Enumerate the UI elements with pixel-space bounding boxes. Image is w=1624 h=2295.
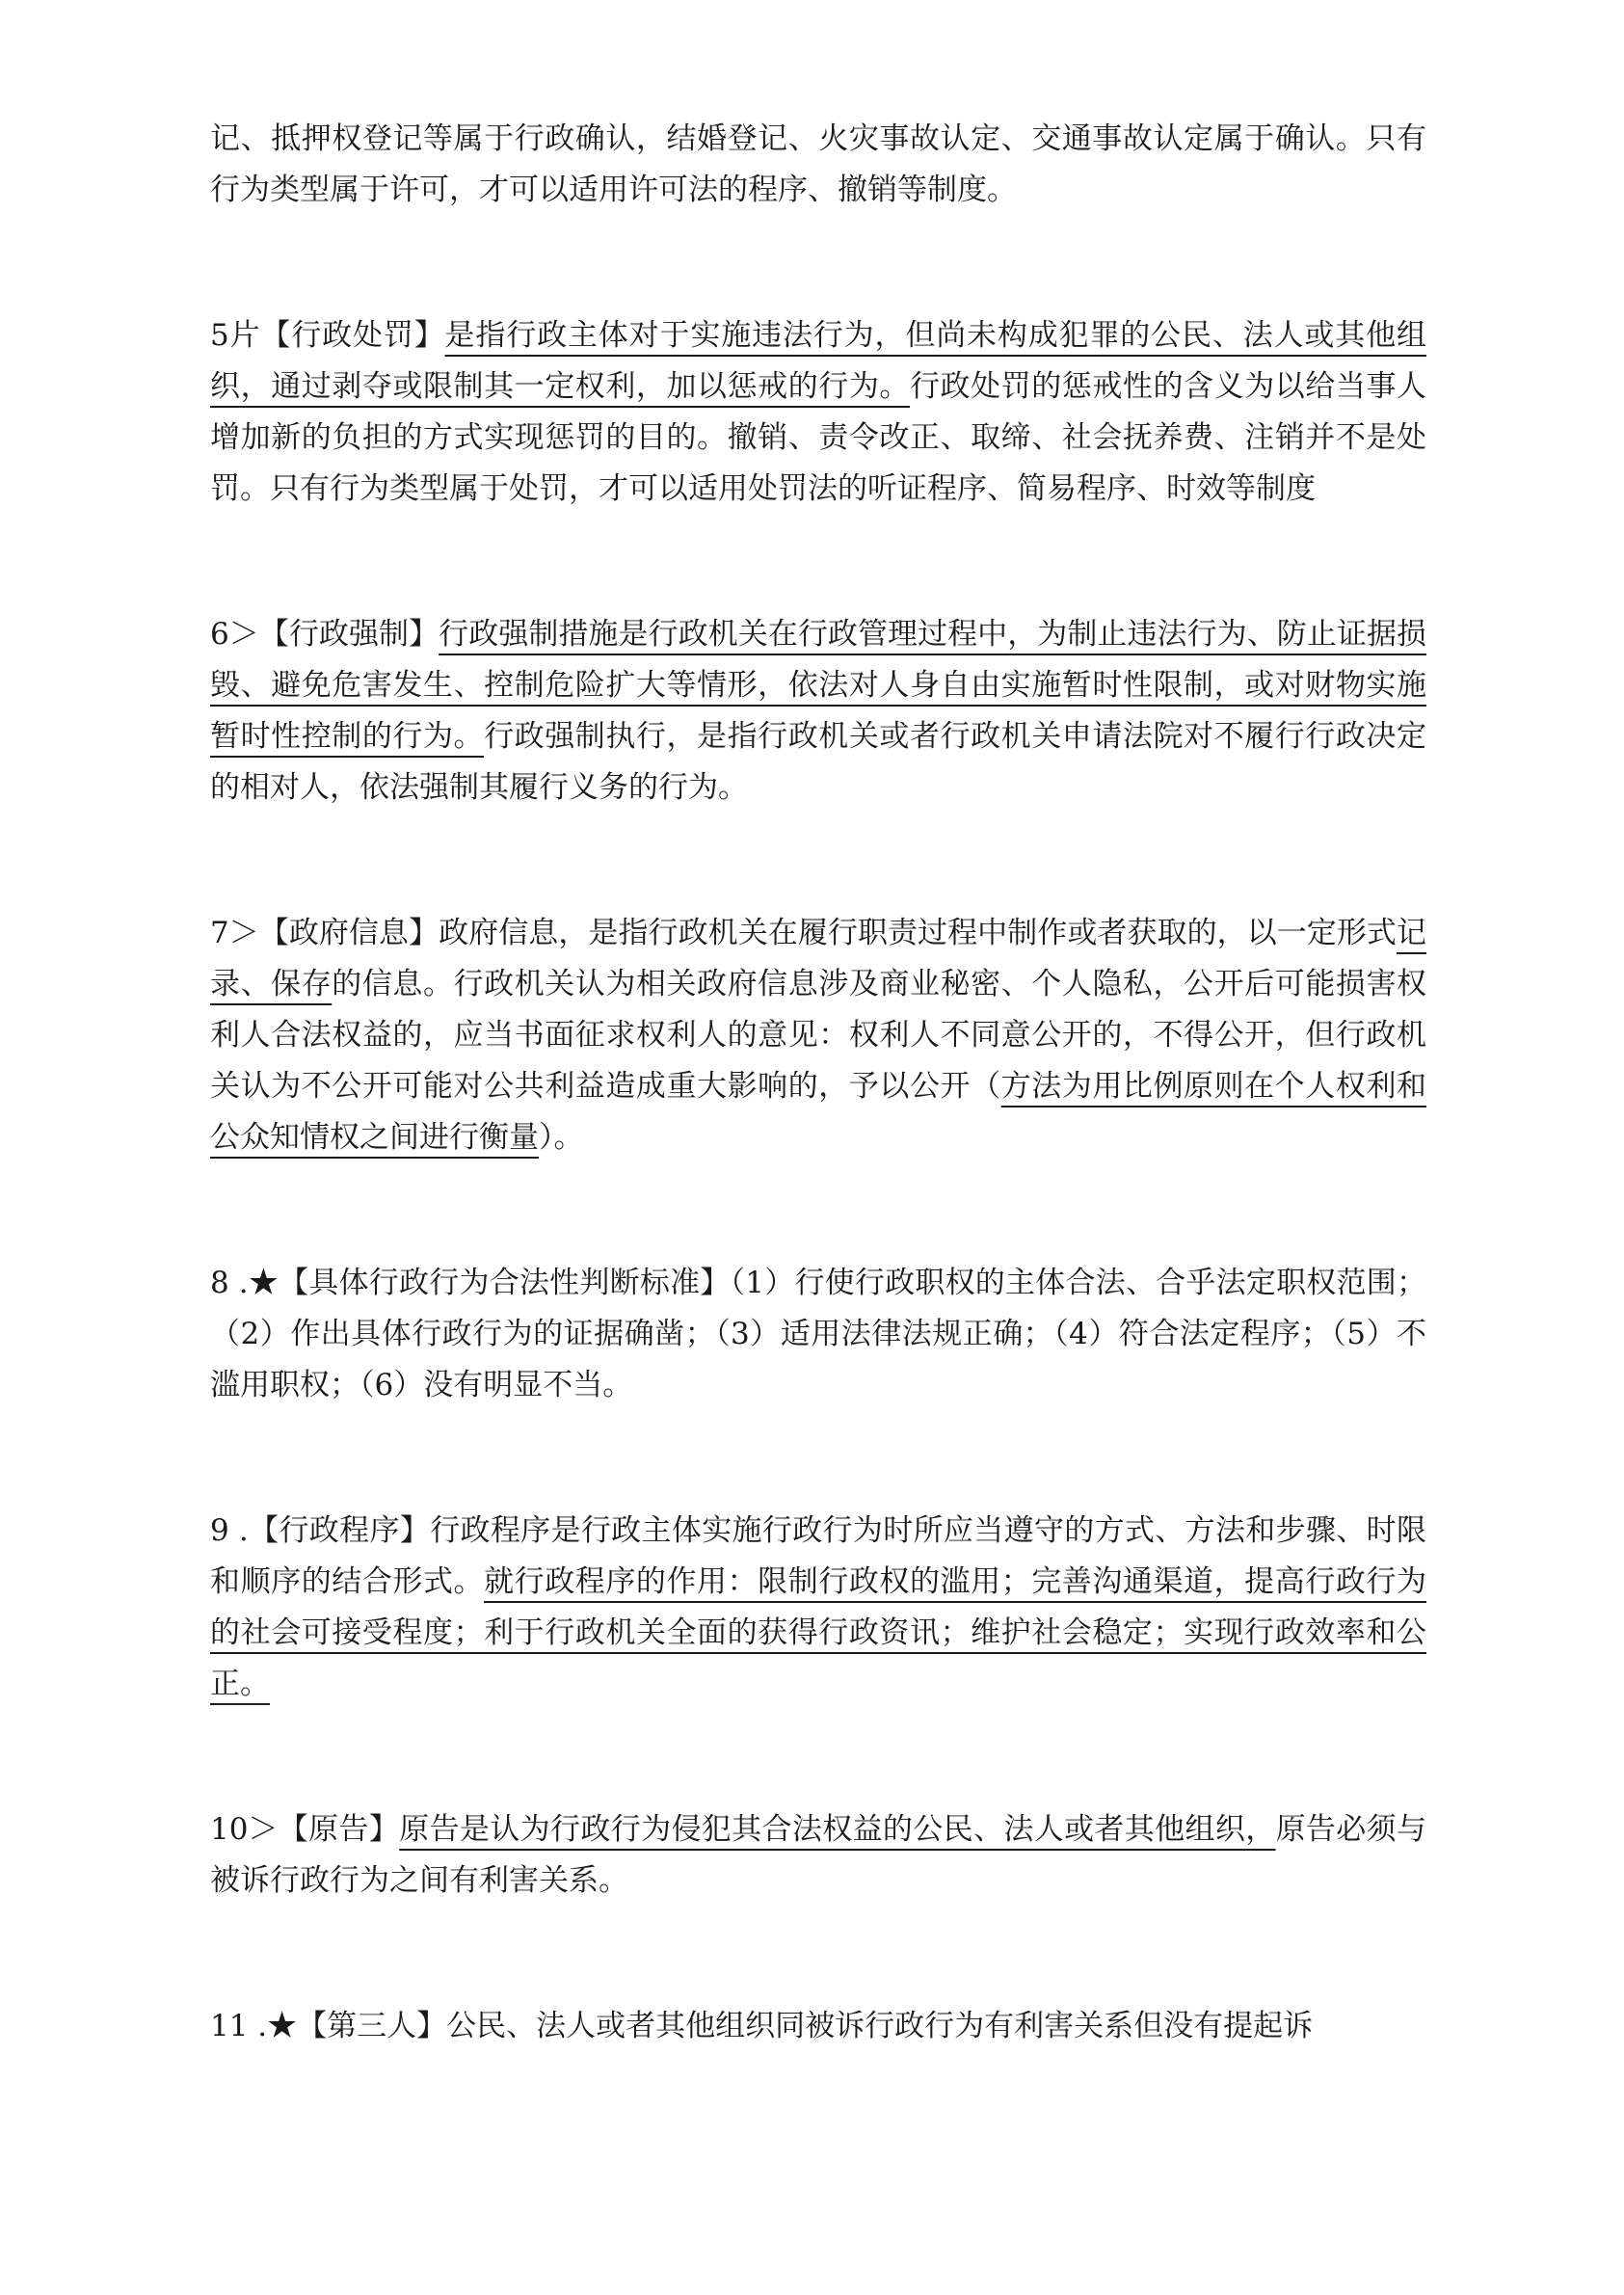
paragraph-11-third-party [210,2001,1426,2052]
paragraph-text: ）。 [539,1120,584,1155]
underlined-text: 行政强制措施是行政机关在行政管理过程中，为制止违法行为、防止证据损毁、避免危害发生、控制危险扩大等情形，依法对人身自由实施暂时性限制，或对财物实施暂时性控制的行为。 [210,617,1426,754]
underlined-text: 是指行政主体对于实施违法行为，但尚未构成犯罪的公民、法人或其他组织，通过剥夺或限制其一定权利，加以惩戒的行为。 [210,318,1426,404]
paragraph-text: 6＞【行政强制】 [210,617,439,652]
paragraph-6-administrative-compulsion [210,609,1426,814]
paragraph-text: 的信息。行政机关认为相关政府信息涉及商业秘密、个人隐私，公开后可能损害权利人合法权益的，应当书面征求权利人的意见：权利人不同意公开的，不得公开，但行政机关认为不公开可能对公共利益造成重大影响的，予以公开（ [210,967,1427,1104]
paragraph-text: 5片【行政处罚】 [210,318,445,353]
paragraph-5-administrative-penalty [210,310,1426,515]
underlined-text: 原告是认为行政行为侵犯其合法权益的公民、法人或者其他组织， [399,1812,1276,1847]
paragraph-text: 记、抵押权登记等属于行政确认，结婚登记、火灾事故认定、交通事故认定属于确认。只有行为类型属于许可，才可以适用许可法的程序、撤销等制度。 [210,121,1426,207]
paragraph-10-plaintiff [210,1804,1426,1907]
paragraph-text: 行政强制执行，是指行政机关或者行政机关申请法院对不履行行政决定的相对人，依法强制其履行义务的行为。 [210,719,1426,805]
paragraph-intro [210,114,1426,216]
paragraph-text: 7＞【政府信息】政府信息，是指行政机关在履行职责过程中制作或者获取的，以一定形式 [210,916,1397,950]
paragraph-8-legality-standards [210,1258,1426,1411]
paragraph-text: 原告必须与被诉行政行为之间有利害关系。 [210,1812,1427,1898]
paragraph-text: 10＞【原告】 [210,1812,400,1847]
document-page [210,114,1426,2052]
underlined-text: 就行政程序的作用：限制行政权的滥用；完善沟通渠道，提高行政行为的社会可接受程度；利于行政机关全面的获得行政资讯；维护社会稳定；实现行政效率和公正。 [210,1564,1426,1701]
underlined-text: 记录、保存 [210,916,1426,1001]
paragraph-text: 9 .【行政程序】行政程序是行政主体实施行政行为时所应当遵守的方式、方法和步骤、时限和顺序的结合形式。 [210,1513,1426,1599]
underlined-text: 方法为用比例原则在个人权利和公众知情权之间进行衡量 [210,1069,1427,1155]
paragraph-text: 行政处罚的惩戒性的含义为以给当事人增加新的负担的方式实现惩罚的目的。撤销、责令改正、取缔、社会抚养费、注销并不是处罚。只有行为类型属于处罚，才可以适用处罚法的听证程序、简易程序、时效等制度 [210,369,1427,506]
paragraph-text: 8 .★【具体行政行为合法性判断标准】（1）行使行政职权的主体合法、合乎法定职权范围；（2）作出具体行政行为的证据确凿；（3）适用法律法规正确；（4）符合法定程序；（5）不滥用职权；（6）没有明显不当。 [210,1266,1426,1402]
paragraph-7-government-information [210,908,1426,1163]
paragraph-9-administrative-procedure [210,1506,1426,1710]
paragraph-text: 11 .★【第三人】公民、法人或者其他组织同被诉行政行为有利害关系但没有提起诉 [210,2009,1314,2043]
